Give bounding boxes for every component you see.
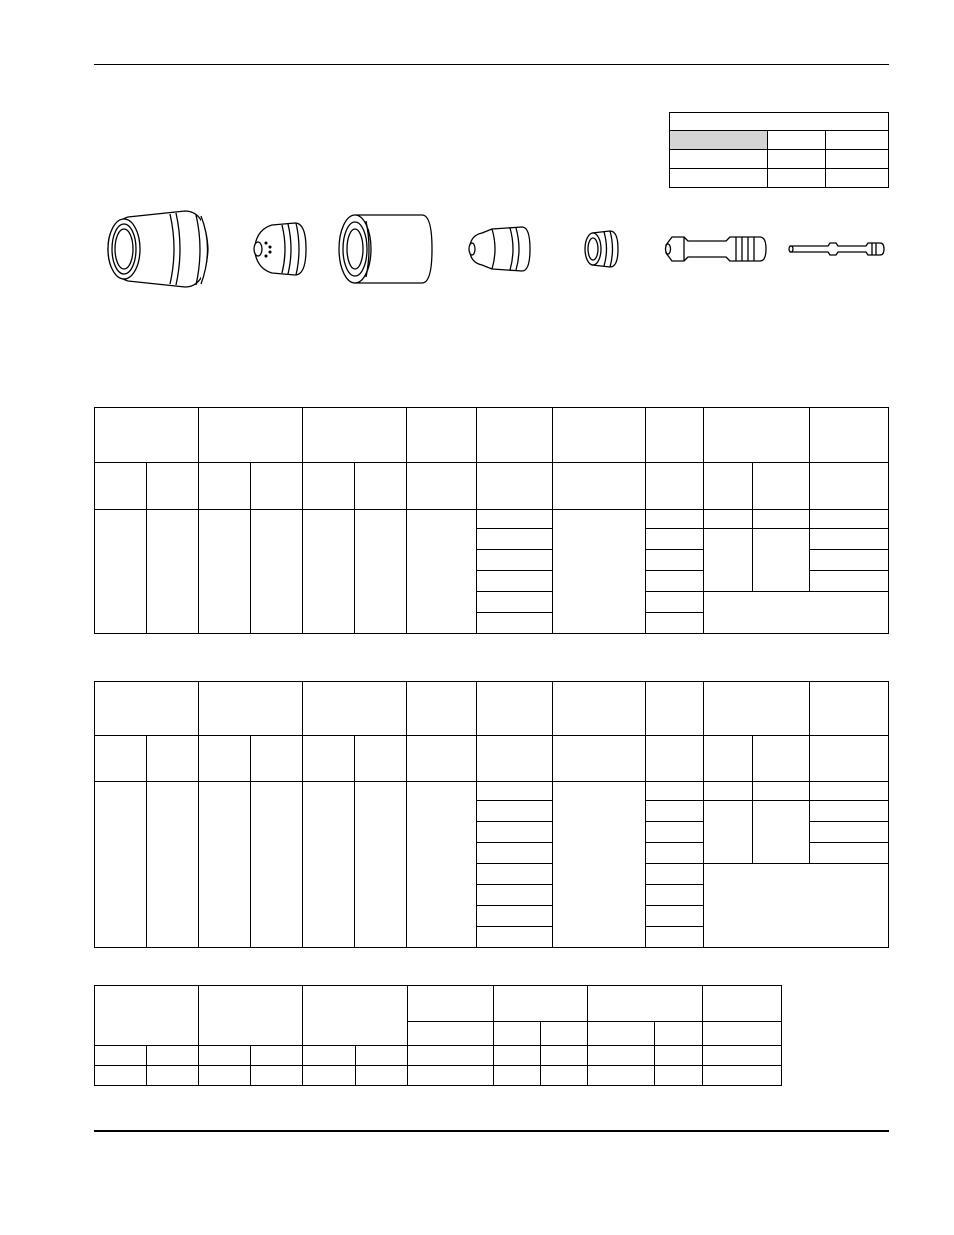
data-cell bbox=[251, 1066, 303, 1086]
data-cell bbox=[407, 782, 477, 948]
data-cell bbox=[477, 927, 553, 948]
consumable-parts-table bbox=[94, 985, 782, 1086]
subheader-cell bbox=[147, 463, 199, 510]
data-cell bbox=[646, 843, 704, 864]
data-cell bbox=[477, 510, 553, 529]
data-cell bbox=[541, 1046, 588, 1066]
data-cell bbox=[553, 510, 646, 634]
data-cell bbox=[303, 510, 355, 634]
subheader-cell bbox=[251, 463, 303, 510]
data-cell bbox=[147, 782, 199, 948]
data-cell bbox=[588, 1066, 655, 1086]
data-cell bbox=[810, 843, 889, 864]
data-cell bbox=[810, 529, 889, 550]
water-tube-icon bbox=[789, 243, 884, 255]
header-cell bbox=[199, 682, 303, 736]
data-cell bbox=[95, 782, 147, 948]
subheader-cell bbox=[810, 736, 889, 782]
data-cell bbox=[753, 801, 810, 864]
legend-cell bbox=[768, 150, 826, 169]
data-cell bbox=[199, 1046, 251, 1066]
data-cell bbox=[646, 550, 704, 571]
data-cell bbox=[646, 613, 704, 634]
data-cell bbox=[704, 529, 753, 592]
electrode-icon bbox=[666, 237, 767, 261]
subheader-cell bbox=[147, 736, 199, 782]
cut-chart-table-2 bbox=[94, 681, 889, 948]
data-cell bbox=[356, 1066, 408, 1086]
data-cell bbox=[303, 1046, 356, 1066]
data-cell bbox=[477, 592, 553, 613]
data-cell bbox=[303, 782, 355, 948]
subheader-cell bbox=[199, 463, 251, 510]
header-cell bbox=[408, 986, 494, 1022]
data-cell bbox=[704, 592, 889, 634]
header-cell bbox=[810, 408, 889, 463]
header-cell bbox=[199, 986, 303, 1046]
data-cell bbox=[810, 801, 889, 822]
shield-icon bbox=[339, 215, 432, 283]
data-cell bbox=[477, 529, 553, 550]
header-cell bbox=[553, 682, 646, 736]
data-cell bbox=[303, 1066, 356, 1086]
data-cell bbox=[477, 613, 553, 634]
subheader-cell bbox=[588, 1022, 655, 1046]
subheader-cell bbox=[251, 736, 303, 782]
header-cell bbox=[95, 986, 199, 1046]
legend-cell bbox=[670, 169, 768, 188]
legend-cell bbox=[826, 169, 889, 188]
data-cell bbox=[356, 1046, 408, 1066]
subheader-cell bbox=[95, 736, 147, 782]
data-cell bbox=[477, 906, 553, 927]
header-cell bbox=[199, 408, 303, 463]
data-cell bbox=[541, 1066, 588, 1086]
data-cell bbox=[646, 906, 704, 927]
data-cell bbox=[408, 1066, 494, 1086]
data-cell bbox=[646, 571, 704, 592]
header-cell bbox=[553, 408, 646, 463]
subheader-cell bbox=[553, 463, 646, 510]
data-cell bbox=[810, 510, 889, 529]
data-cell bbox=[477, 801, 553, 822]
data-cell bbox=[646, 822, 704, 843]
subheader-cell bbox=[477, 463, 553, 510]
subheader-cell bbox=[704, 736, 753, 782]
legend-cell bbox=[826, 150, 889, 169]
data-cell bbox=[646, 864, 704, 885]
subheader-cell bbox=[553, 736, 646, 782]
data-cell bbox=[199, 510, 251, 634]
header-cell bbox=[704, 408, 810, 463]
header-cell bbox=[477, 682, 553, 736]
subheader-cell bbox=[655, 1022, 703, 1046]
data-cell bbox=[408, 1046, 494, 1066]
data-cell bbox=[646, 885, 704, 906]
data-cell bbox=[588, 1046, 655, 1066]
header-cell bbox=[494, 986, 588, 1022]
subheader-cell bbox=[541, 1022, 588, 1046]
data-cell bbox=[753, 510, 810, 529]
subheader-cell bbox=[494, 1022, 541, 1046]
data-cell bbox=[646, 529, 704, 550]
legend-title-cell bbox=[670, 113, 889, 131]
data-cell bbox=[704, 801, 753, 864]
header-cell bbox=[477, 408, 553, 463]
data-cell bbox=[704, 864, 889, 948]
header-rule bbox=[94, 64, 889, 65]
data-cell bbox=[646, 801, 704, 822]
legend-cell bbox=[768, 169, 826, 188]
subheader-cell bbox=[704, 463, 753, 510]
header-cell bbox=[646, 682, 704, 736]
data-cell bbox=[355, 782, 407, 948]
header-cell bbox=[407, 682, 477, 736]
header-cell bbox=[588, 986, 703, 1022]
subheader-cell bbox=[477, 736, 553, 782]
subheader-cell bbox=[355, 736, 407, 782]
data-cell bbox=[646, 592, 704, 613]
subheader-cell bbox=[303, 463, 355, 510]
header-cell bbox=[95, 682, 199, 736]
subheader-cell bbox=[407, 463, 477, 510]
data-cell bbox=[655, 1046, 703, 1066]
data-cell bbox=[251, 1046, 303, 1066]
data-cell bbox=[477, 571, 553, 592]
data-cell bbox=[655, 1066, 703, 1086]
data-cell bbox=[810, 550, 889, 571]
subheader-cell bbox=[703, 1022, 782, 1046]
subheader-cell bbox=[408, 1022, 494, 1046]
subheader-cell bbox=[95, 463, 147, 510]
data-cell bbox=[199, 782, 251, 948]
data-cell bbox=[477, 782, 553, 801]
data-cell bbox=[477, 550, 553, 571]
data-cell bbox=[477, 864, 553, 885]
data-cell bbox=[810, 822, 889, 843]
nozzle-small-icon bbox=[469, 227, 530, 271]
nozzle-icon bbox=[254, 223, 306, 275]
data-cell bbox=[646, 782, 704, 801]
legend-cell bbox=[768, 131, 826, 150]
data-cell bbox=[199, 1066, 251, 1086]
data-cell bbox=[646, 927, 704, 948]
subheader-cell bbox=[407, 736, 477, 782]
header-cell bbox=[303, 682, 407, 736]
data-cell bbox=[494, 1066, 541, 1086]
data-cell bbox=[407, 510, 477, 634]
subheader-cell bbox=[199, 736, 251, 782]
subheader-cell bbox=[753, 463, 810, 510]
data-cell bbox=[477, 885, 553, 906]
data-cell bbox=[753, 529, 810, 592]
header-cell bbox=[810, 682, 889, 736]
data-cell bbox=[95, 1046, 147, 1066]
data-cell bbox=[477, 822, 553, 843]
subheader-cell bbox=[646, 463, 704, 510]
subheader-cell bbox=[355, 463, 407, 510]
header-cell bbox=[646, 408, 704, 463]
header-cell bbox=[703, 986, 782, 1022]
data-cell bbox=[753, 782, 810, 801]
data-cell bbox=[553, 782, 646, 948]
cut-chart-table-1 bbox=[94, 407, 889, 634]
subheader-cell bbox=[753, 736, 810, 782]
legend-shaded-cell bbox=[670, 131, 768, 150]
data-cell bbox=[355, 510, 407, 634]
data-cell bbox=[95, 1066, 147, 1086]
subheader-cell bbox=[810, 463, 889, 510]
data-cell bbox=[704, 510, 753, 529]
footer-rule bbox=[94, 1130, 889, 1132]
header-cell bbox=[407, 408, 477, 463]
data-cell bbox=[810, 782, 889, 801]
data-cell bbox=[704, 782, 753, 801]
subheader-cell bbox=[646, 736, 704, 782]
swirl-ring-icon bbox=[108, 211, 208, 287]
data-cell bbox=[147, 510, 199, 634]
subheader-cell bbox=[303, 736, 355, 782]
legend-cell bbox=[670, 150, 768, 169]
retaining-cap-icon bbox=[585, 231, 618, 267]
header-cell bbox=[704, 682, 810, 736]
data-cell bbox=[810, 571, 889, 592]
data-cell bbox=[251, 510, 303, 634]
data-cell bbox=[147, 1046, 199, 1066]
data-cell bbox=[95, 510, 147, 634]
consumables-figure bbox=[0, 195, 954, 305]
legend-table bbox=[669, 112, 889, 188]
data-cell bbox=[477, 843, 553, 864]
data-cell bbox=[494, 1046, 541, 1066]
data-cell bbox=[703, 1066, 782, 1086]
data-cell bbox=[646, 510, 704, 529]
data-cell bbox=[251, 782, 303, 948]
header-cell bbox=[303, 986, 408, 1046]
data-cell bbox=[703, 1046, 782, 1066]
legend-cell bbox=[826, 131, 889, 150]
data-cell bbox=[147, 1066, 199, 1086]
header-cell bbox=[95, 408, 199, 463]
header-cell bbox=[303, 408, 407, 463]
